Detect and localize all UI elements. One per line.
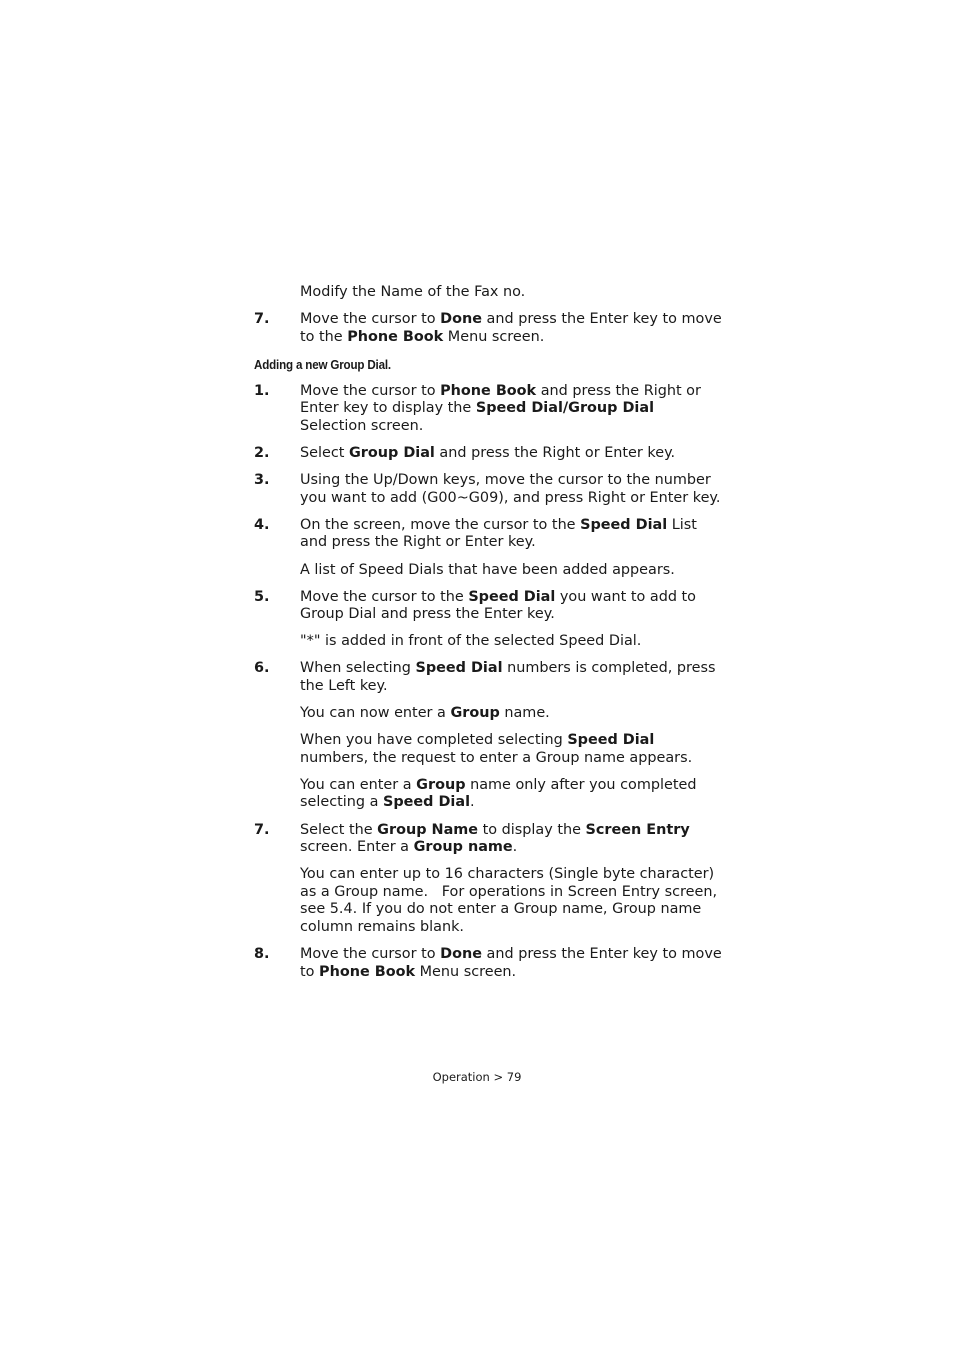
- step-5-note: "*" is added in front of the selected Speed Dial.: [300, 633, 642, 650]
- step-7: [254, 822, 724, 857]
- step-number: 6.: [254, 660, 270, 677]
- step-text: When selecting Speed Dial numbers is completed, press the Left key.: [300, 660, 716, 694]
- step-3: [254, 472, 724, 507]
- step-number: 5.: [254, 588, 270, 605]
- step-number: 1.: [254, 382, 270, 399]
- step-number: 2.: [254, 445, 270, 462]
- step-6-note-3: You can enter a Group name only after you completed selecting a Speed Dial.: [300, 776, 697, 811]
- step-text: Select Group Dial and press the Right or Enter key.: [300, 445, 676, 462]
- step-8: [254, 946, 724, 981]
- step-text: Move the cursor to Done and press the Enter key to move to the Phone Book Menu screen.: [300, 311, 722, 345]
- step-2: [254, 445, 724, 463]
- page-footer: Operation > 79: [432, 1070, 522, 1084]
- step-6-note-1: You can now enter a Group name.: [300, 705, 550, 722]
- step-text: Select the Group Name to display the Screen Entry screen. Enter a Group name.: [300, 821, 690, 856]
- step-7-note: You can enter up to 16 characters (Single byte character) as a Group name. For operations in Screen Entry screen, see 5.4. If you do not enter a Group name, Group name column remains blank.: [300, 866, 722, 936]
- section-heading: Adding a new Group Dial.: [254, 356, 391, 372]
- step-6: [254, 660, 724, 695]
- step-number: 8.: [254, 946, 270, 963]
- step-text: Move the cursor to the Speed Dial you want to add to Group Dial and press the Enter key.: [300, 588, 696, 623]
- step-text: On the screen, move the cursor to the Speed Dial List and press the Right or Enter key.: [300, 516, 697, 551]
- step-text: Using the Up/Down keys, move the cursor to the number you want to add (G00~G09), and press Right or Enter key.: [300, 472, 721, 506]
- step-5: [254, 589, 724, 624]
- intro-text: Modify the Name of the Fax no.: [300, 284, 526, 300]
- step-number: 7.: [254, 821, 270, 838]
- step-1: [254, 383, 724, 436]
- step-number: 4.: [254, 516, 270, 533]
- step-text: Move the cursor to Phone Book and press the Right or Enter key to display the Speed Dial/Group Dial Selection screen.: [300, 382, 701, 434]
- step-text: Move the cursor to Done and press the Enter key to move to Phone Book Menu screen.: [300, 946, 722, 980]
- step-4: [254, 517, 724, 552]
- step-7-done: [254, 311, 724, 346]
- step-number: 3.: [254, 472, 270, 489]
- step-6-note-2: When you have completed selecting Speed Dial numbers, the request to enter a Group name appears.: [300, 732, 693, 766]
- step-4-note: A list of Speed Dials that have been added appears.: [300, 561, 675, 578]
- page-content: [254, 284, 724, 991]
- step-number: 7.: [254, 311, 270, 328]
